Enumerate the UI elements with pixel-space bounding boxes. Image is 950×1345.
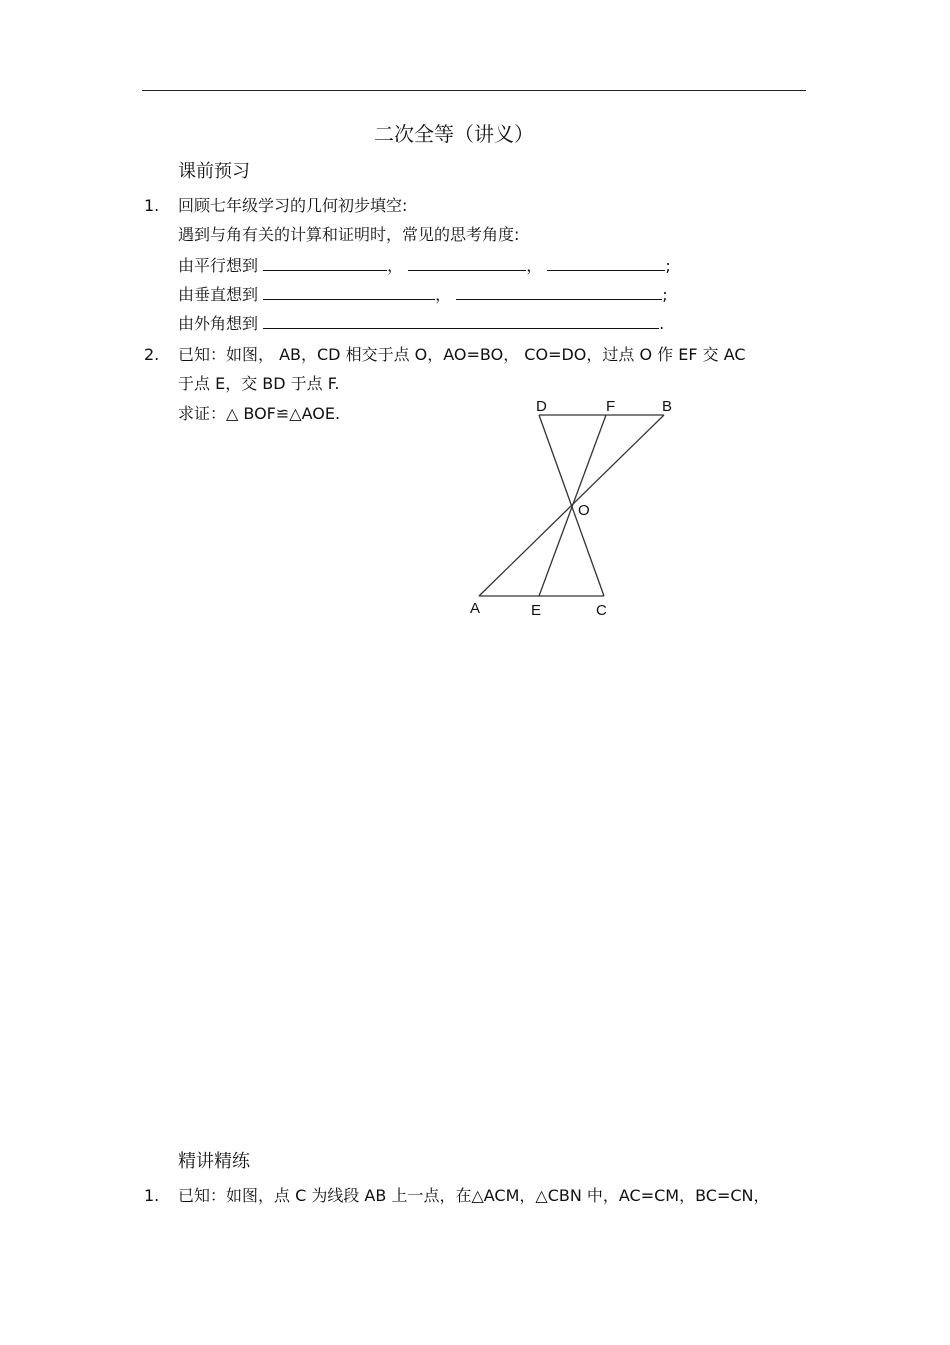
q3-line1: 已知：如图，点 C 为线段 AB 上一点，在△ACM，△CBN 中，AC=CM，BC=CN，	[178, 1186, 770, 1205]
section-heading-practice: 精讲精练	[178, 1151, 250, 1172]
q1-line3-sep2: ，	[526, 256, 543, 275]
q2-number: 2.	[144, 345, 160, 364]
q1-line5-end: .	[659, 314, 665, 333]
q1-line5-prefix: 由外角想到	[178, 314, 259, 333]
q1-number: 1.	[144, 196, 160, 215]
label-B: B	[662, 398, 673, 415]
page-title: 二次全等（讲义）	[374, 122, 534, 146]
q1-line4-prefix: 由垂直想到	[178, 285, 259, 304]
q1-line2: 遇到与角有关的计算和证明时，常见的思考角度:	[178, 225, 520, 244]
label-C: C	[596, 602, 607, 619]
q1-line1: 回顾七年级学习的几何初步填空:	[178, 196, 408, 215]
q1-line4-end: ;	[662, 285, 668, 304]
label-F: F	[606, 398, 616, 415]
section-heading-preview: 课前预习	[178, 161, 250, 182]
q1-line3-end: ;	[665, 256, 671, 275]
label-E: E	[531, 602, 542, 619]
label-A: A	[470, 600, 481, 617]
q1-line3-sep1: ，	[387, 256, 404, 275]
q2-line1: 已知：如图， AB，CD 相交于点 O，AO=BO， CO=DO，过点 O 作 EF 交 AC	[178, 345, 746, 364]
q1-line4-sep1: ，	[435, 285, 452, 304]
q2-line2: 于点 E，交 BD 于点 F.	[178, 374, 340, 393]
label-D: D	[536, 398, 547, 415]
q3-number: 1.	[144, 1186, 160, 1205]
figure-lines	[479, 415, 664, 596]
label-O: O	[578, 502, 590, 519]
q2-line3: 求证：△ BOF≌△AOE.	[178, 404, 341, 423]
q1-line3-prefix: 由平行想到	[178, 256, 259, 275]
